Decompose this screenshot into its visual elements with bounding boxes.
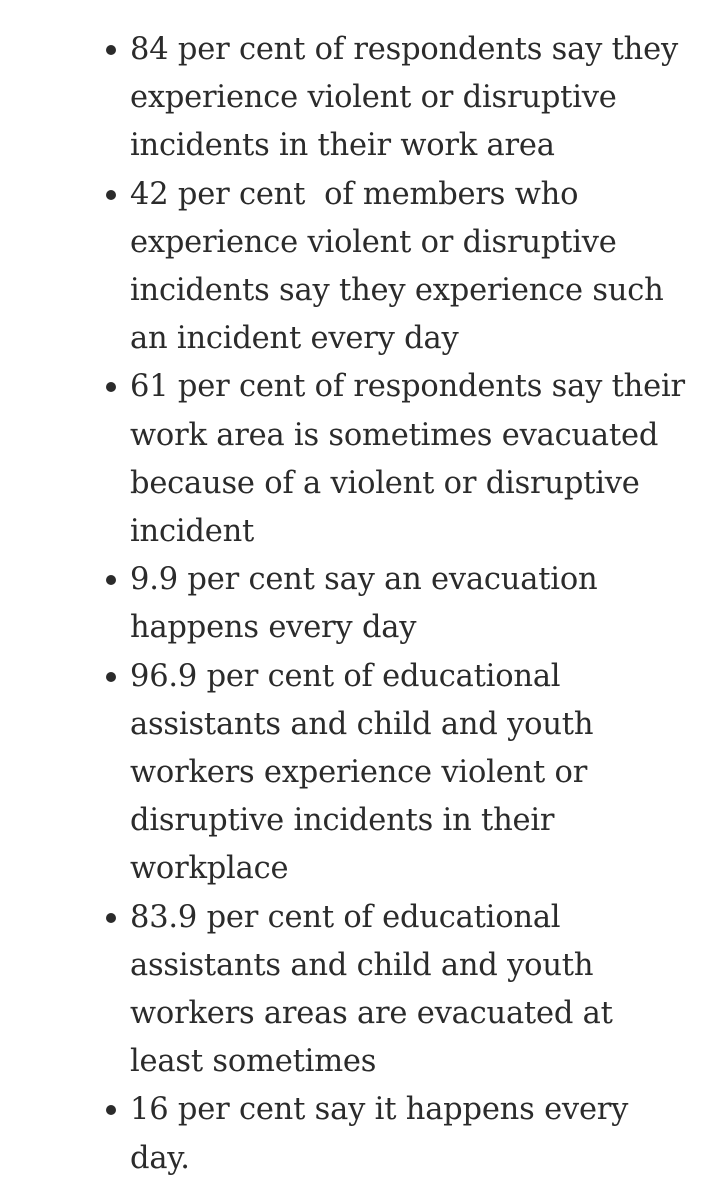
bullet-list — [0, 26, 726, 1183]
list-item-text: 42 per cent of members who experience violent or disruptive incidents say they experience such an incident every day — [130, 176, 674, 357]
list-item-text: 84 per cent of respondents say they experience violent or disruptive incidents in their work area — [130, 32, 679, 164]
list-item-text: 16 per cent say it happens every day. — [130, 1092, 629, 1176]
bullet-icon — [106, 913, 116, 923]
bullet-icon — [106, 382, 116, 392]
bullet-icon — [106, 190, 116, 200]
bullet-icon — [106, 575, 116, 585]
list-item-text: 96.9 per cent of educational assistants and child and youth workers experience violent or disruptive incidents in their workplace — [130, 658, 594, 887]
list-item — [0, 26, 726, 171]
list-item — [0, 363, 726, 556]
list-item-text: 61 per cent of respondents say their work area is sometimes evacuated because of a violent or disruptive incident — [130, 369, 685, 550]
list-item-text: 83.9 per cent of educational assistants and child and youth workers areas are evacuated at least sometimes — [130, 899, 613, 1080]
list-item-text: 9.9 per cent say an evacuation happens every day — [130, 562, 598, 646]
list-item — [0, 1086, 726, 1182]
bullet-icon — [106, 45, 116, 55]
list-item — [0, 653, 726, 894]
bullet-icon — [106, 1105, 116, 1115]
list-item — [0, 894, 726, 1087]
list-item — [0, 171, 726, 364]
bullet-icon — [106, 672, 116, 682]
list-item — [0, 556, 726, 652]
